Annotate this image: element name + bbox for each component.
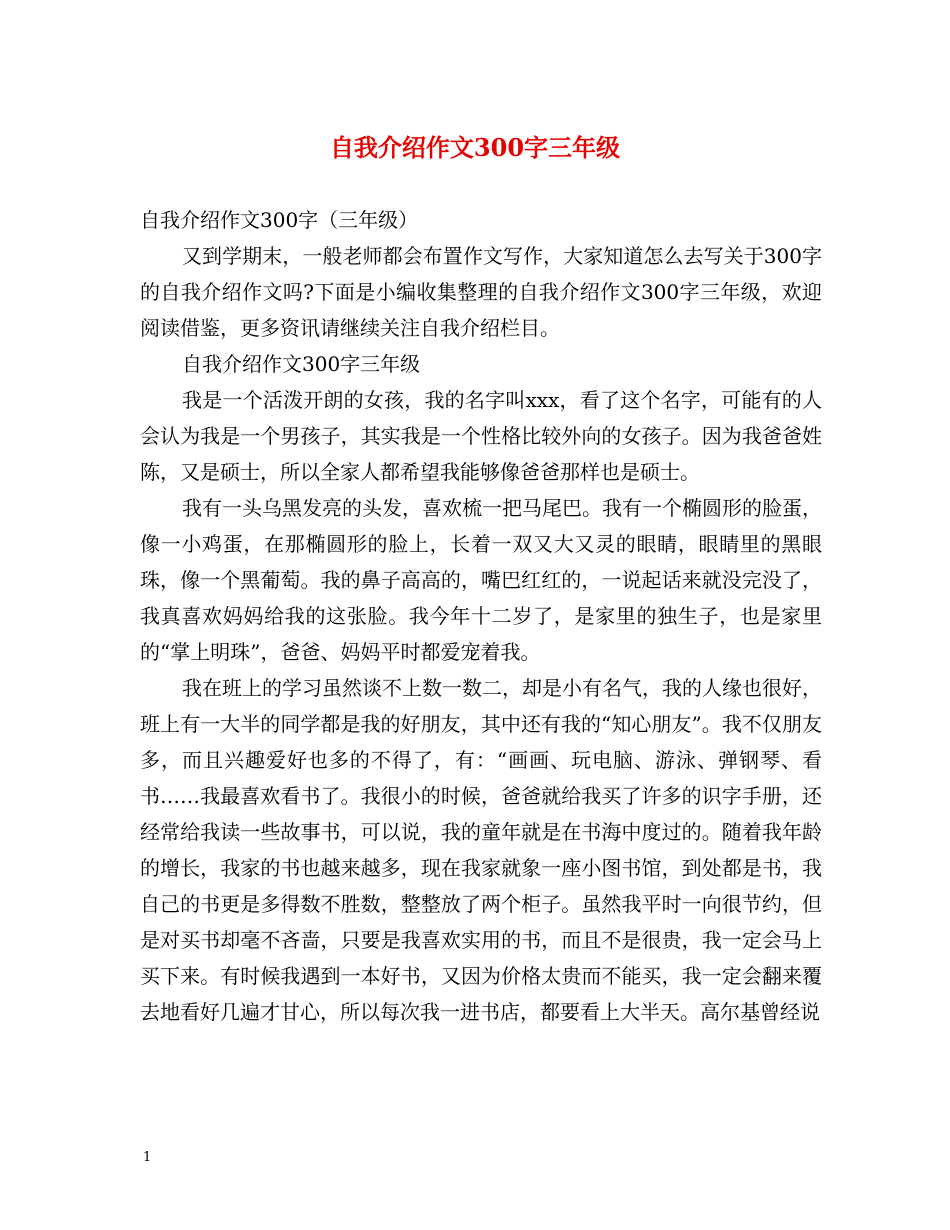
document-body	[140, 202, 822, 1030]
body-paragraph: 我在班上的学习虽然谈不上数一数二，却是小有名气，我的人缘也很好，班上有一大半的同学都是我的好朋友，其中还有我的“知心朋友”。我不仅朋友多，而且兴趣爱好也多的不得了，有：“画画、玩电脑、游泳、弹钢琴、看书……我最喜欢看书了。我很小的时候，爸爸就给我买了许多的识字手册，还经常给我读一些故事书，可以说，我的童年就是在书海中度过的。随着我年龄的增长，我家的书也越来越多，现在我家就象一座小图书馆，到处都是书，我自己的书更是多得数不胜数，整整放了两个柜子。虽然我平时一向很节约，但是对买书却毫不吝啬，只要是我喜欢实用的书，而且不是很贵，我一定会马上买下来。有时候我遇到一本好书，又因为价格太贵而不能买，我一定会翻来覆去地看好几遍才甘心，所以每次我一进书店，都要看上大半天。高尔基曾经说	[140, 676, 822, 1024]
body-paragraph: 我有一头乌黑发亮的头发，喜欢梳一把马尾巴。我有一个椭圆形的脸蛋，像一小鸡蛋，在那椭圆形的脸上，长着一双又大又灵的眼睛，眼睛里的黑眼珠，像一个黑葡萄。我的鼻子高高的，嘴巴红红的，一说起话来就没完没了，我真喜欢妈妈给我的这张脸。我今年十二岁了，是家里的独生子，也是家里的“掌上明珠”，爸爸、妈妈平时都爱宠着我。	[140, 496, 822, 664]
body-paragraph: 我是一个活泼开朗的女孩，我的名字叫xxx，看了这个名字，可能有的人会认为我是一个男孩子，其实我是一个性格比较外向的女孩子。因为我爸爸姓陈，又是硕士，所以全家人都希望我能够像爸爸那样也是硕士。	[140, 388, 822, 484]
document-title: 自我介绍作文300字三年级	[329, 133, 621, 162]
page-number: 1	[143, 1150, 152, 1165]
document-subtitle: 自我介绍作文300字（三年级）	[140, 208, 419, 232]
section-heading: 自我介绍作文300字三年级	[182, 352, 421, 376]
intro-paragraph: 又到学期末，一般老师都会布置作文写作，大家知道怎么去写关于300字的自我介绍作文吗?下面是小编收集整理的自我介绍作文300字三年级，欢迎阅读借鉴，更多资讯请继续关注自我介绍栏目。	[140, 244, 822, 340]
